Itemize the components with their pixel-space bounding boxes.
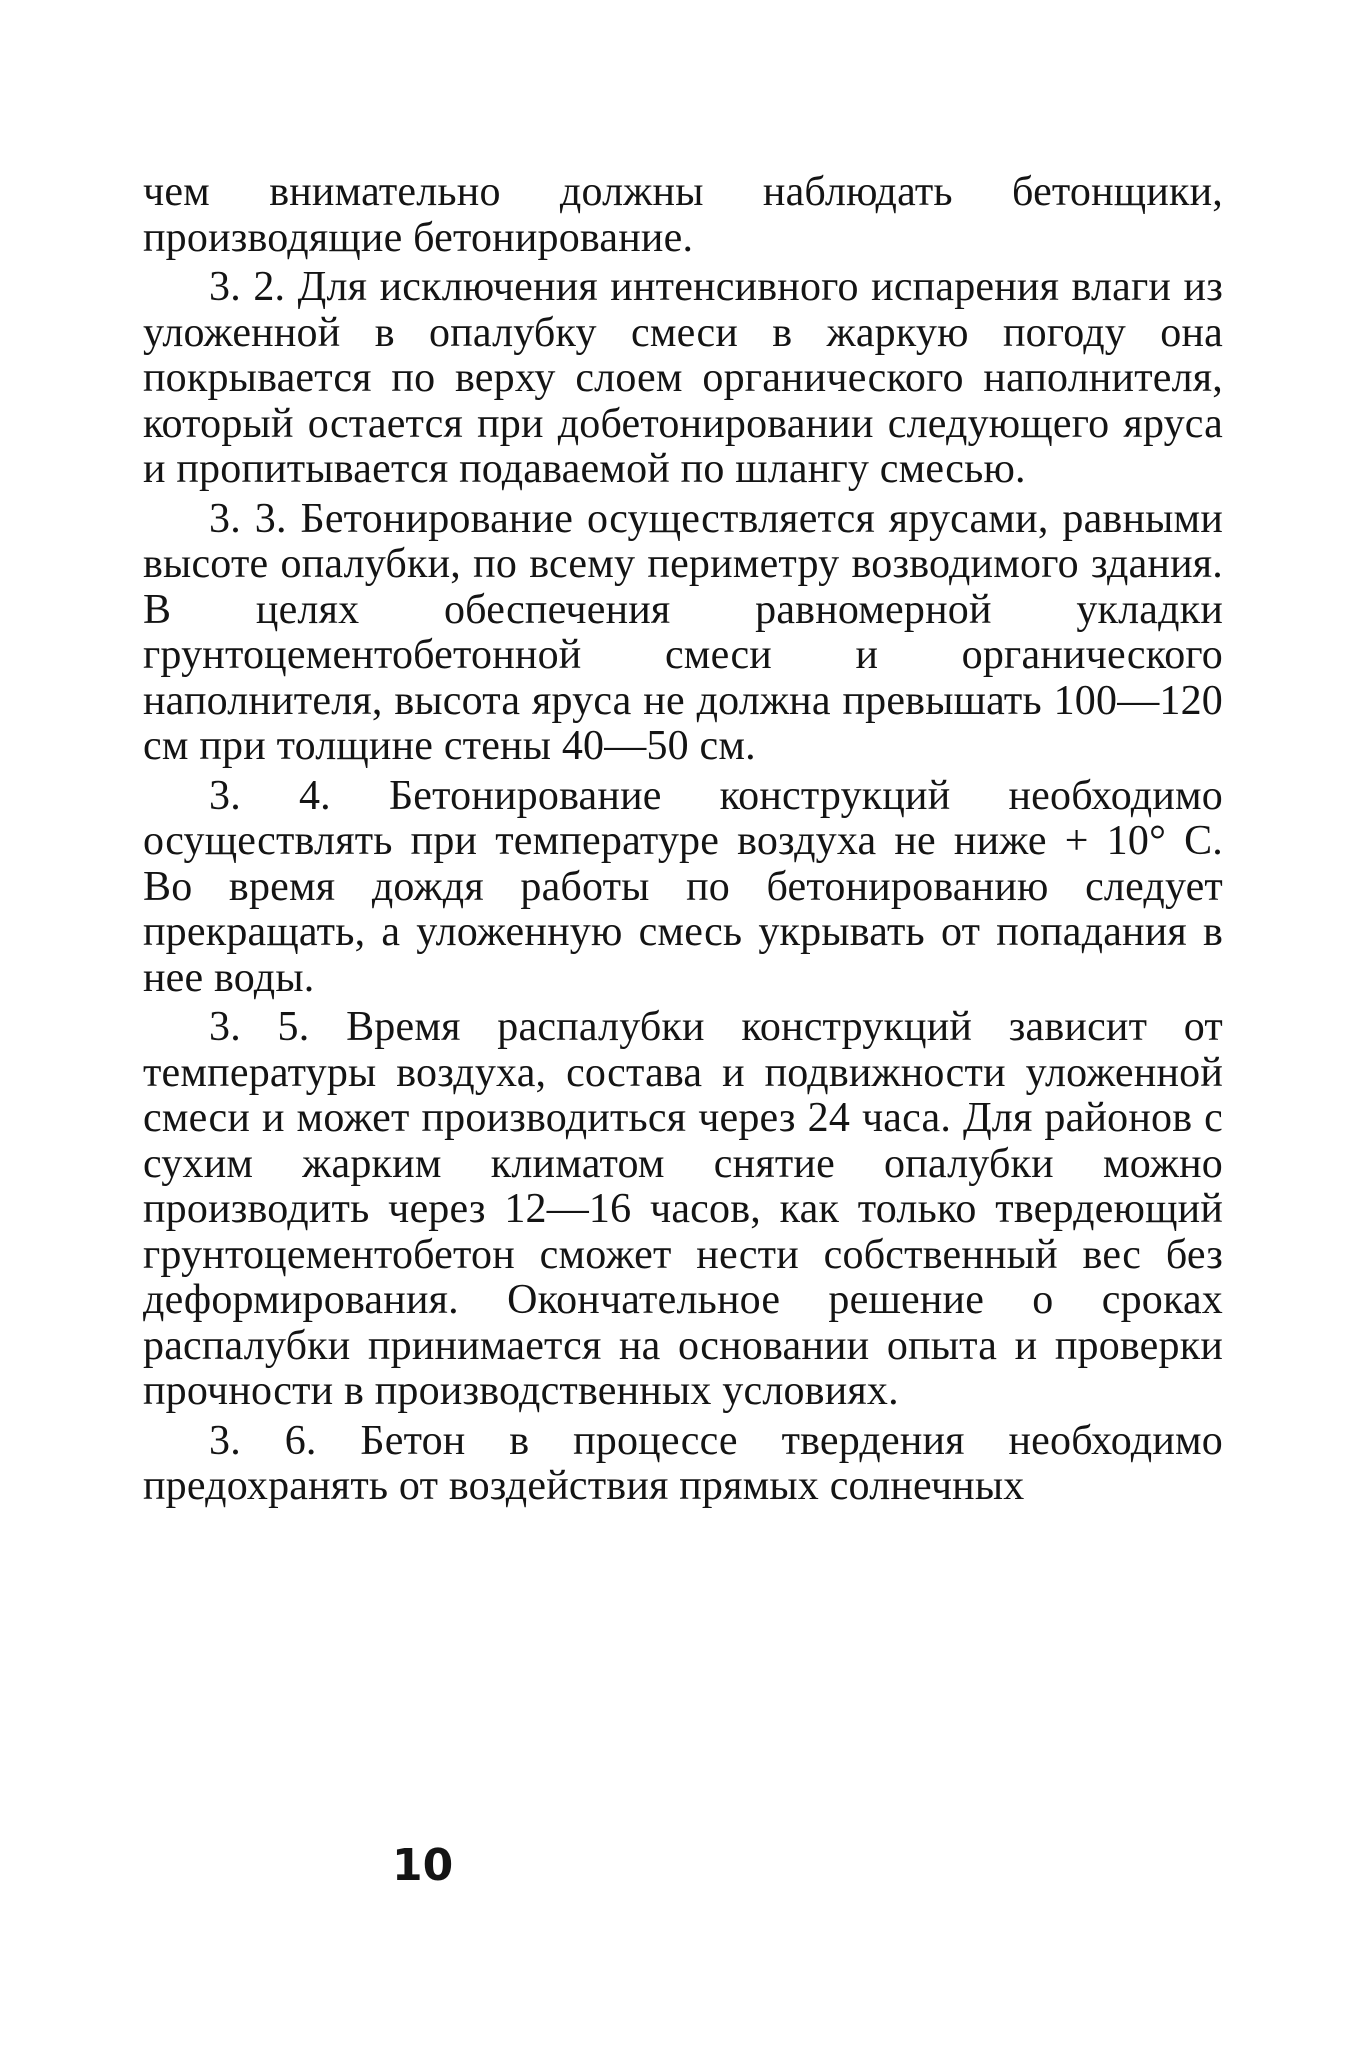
paragraph-3-5: 3. 5. Время распалубки конструкций зависит от температуры воздуха, состава и подвижности уложенной смеси и может производиться через 24 часа. Для районов с сухим жарким климатом снятие опалубки можно производить через 12—16 часов, как только твердеющий грунтоцементобетон сможет нести собственный вес без деформирования. Окончательное решение о сроках распалубки принимается на основании опыта и проверки прочности в производственных условиях.	[143, 1004, 1223, 1414]
page-number: 10	[392, 1840, 454, 1891]
paragraph-3-2: 3. 2. Для исключения интенсивного испарения влаги из уложенной в опалубку смеси в жаркую погоду она покрывается по верху слоем органического наполнителя, который остается при добетонировании следующего яруса и пропитывается подаваемой по шлангу смесью.	[143, 264, 1223, 492]
paragraph-continuation: чем внимательно должны наблюдать бетонщики, производящие бетонирование.	[143, 169, 1223, 261]
paragraph-3-3: 3. 3. Бетонирование осуществляется ярусами, равными высоте опалубки, по всему периметру возводимого здания. В целях обеспечения равномерной укладки грунтоцементобетонной смеси и органического наполнителя, высота яруса не должна превышать 100—120 см при толщине стены 40—50 см.	[143, 495, 1223, 769]
paragraph-3-6: 3. 6. Бетон в процессе твердения необходимо предохранять от воздействия прямых солнечных	[143, 1417, 1223, 1509]
paragraph-3-4: 3. 4. Бетонирование конструкций необходимо осуществлять при температуре воздуха не ниже + 10° С. Во время дождя работы по бетонированию следует прекращать, а уложенную смесь укрывать от попадания в нее воды.	[143, 772, 1223, 1001]
body-text	[143, 170, 1223, 1510]
